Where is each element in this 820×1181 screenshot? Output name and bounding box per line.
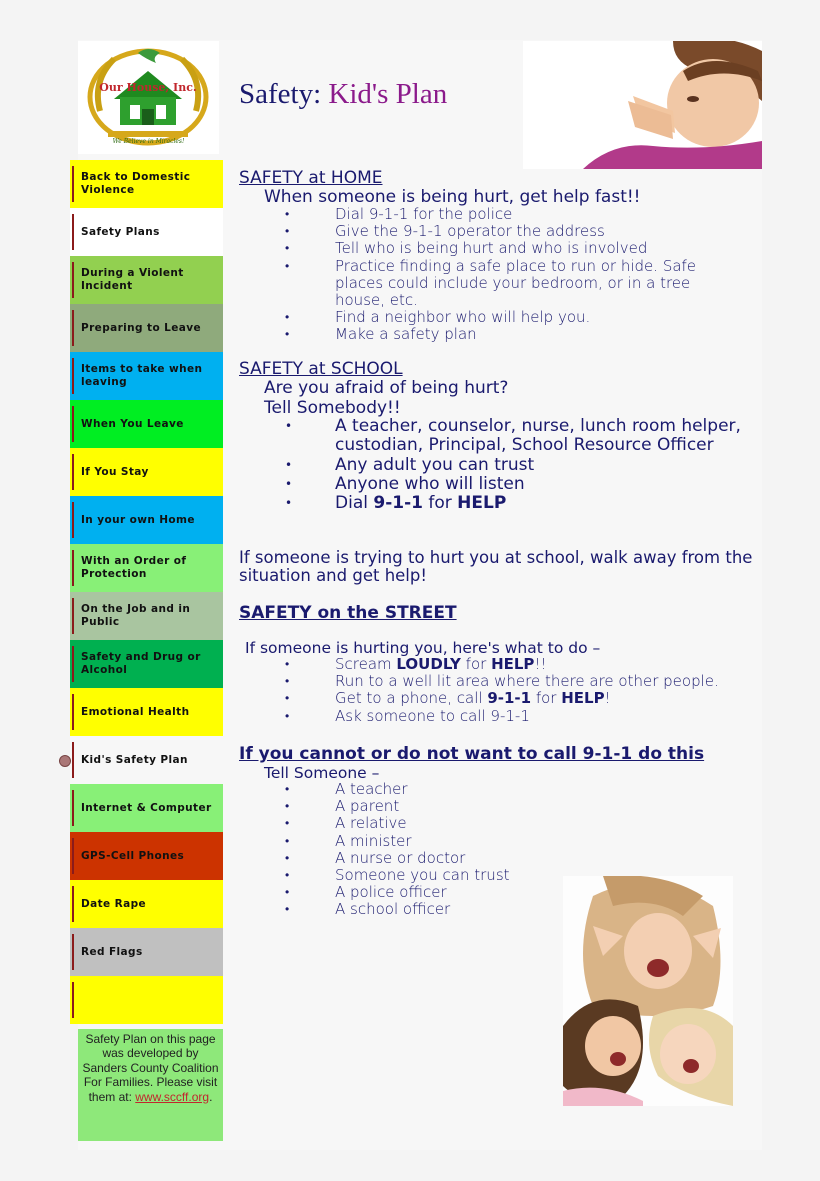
sidebar-item-during-a-violent-incident[interactable]	[70, 256, 223, 304]
tell-list	[285, 781, 585, 919]
home-item: • Practice finding a safe place to run or hide. Safe places could include your bedroom, or in a tree house, etc.	[285, 258, 725, 310]
heading-tell: If you cannot or do not want to call 9-1-1 do this	[239, 744, 705, 764]
heading-home: SAFETY at HOME	[239, 168, 383, 188]
sidebar-item-label: Internet & Computer	[81, 801, 212, 814]
home-item: • Dial 9-1-1 for the police	[285, 206, 725, 223]
school-item: • Anyone who will listen	[285, 475, 765, 494]
sidebar-item-label: Date Rape	[81, 897, 147, 910]
street-item-phone: • Get to a phone, call 9-1-1 for HELP!	[285, 690, 755, 707]
credit-after: .	[209, 1089, 213, 1104]
logo[interactable]	[78, 41, 219, 154]
heading-street: SAFETY on the STREET	[239, 603, 457, 623]
tell-item: • A police officer	[285, 884, 585, 901]
school-line-1: Are you afraid of being hurt?	[264, 378, 509, 398]
home-item: • Tell who is being hurt and who is involved	[285, 240, 725, 257]
sidebar-item-label: With an Order of Protection	[81, 555, 187, 580]
tell-intro: Tell Someone –	[264, 764, 380, 782]
school-list	[285, 417, 765, 513]
sidebar-item-label: Kid's Safety Plan	[81, 753, 188, 766]
sidebar-item-on-the-job-and-in-public[interactable]	[70, 592, 223, 640]
sidebar-item-date-rape[interactable]	[70, 880, 223, 928]
sidebar-item-label: If You Stay	[81, 465, 149, 478]
tell-item: • A relative	[285, 815, 585, 832]
page-title	[239, 78, 447, 111]
sidebar-item-label: On the Job and in Public	[81, 603, 191, 628]
home-list	[285, 206, 725, 344]
bottom-photo-three-girls	[563, 876, 733, 1106]
sidebar-item-empty[interactable]	[70, 976, 223, 1024]
sidebar-nav	[70, 160, 223, 1024]
sidebar-item-safety-plans[interactable]	[70, 208, 223, 256]
sidebar-item-red-flags[interactable]	[70, 928, 223, 976]
street-item-scream: • Scream LOUDLY for HELP!!	[285, 656, 755, 673]
sidebar-item-label: When You Leave	[81, 417, 184, 430]
tell-item: • Someone you can trust	[285, 867, 585, 884]
street-list	[285, 656, 755, 725]
sidebar-item-when-you-leave[interactable]	[70, 400, 223, 448]
school-item: • A teacher, counselor, nurse, lunch room helper, custodian, Principal, School Resource Officer	[285, 417, 765, 456]
title-accent: Kid's Plan	[328, 78, 448, 110]
sidebar-item-preparing-to-leave[interactable]	[70, 304, 223, 352]
sidebar-item-with-an-order-of-protection[interactable]	[70, 544, 223, 592]
heading-school: SAFETY at SCHOOL	[239, 359, 403, 379]
street-phone-help: HELP	[561, 689, 605, 708]
sidebar-item-label: GPS-Cell Phones	[81, 849, 185, 862]
sidebar-item-gps-cell-phones[interactable]	[70, 832, 223, 880]
sidebar-item-label: During a Violent Incident	[81, 267, 184, 292]
tell-item: • A nurse or doctor	[285, 850, 585, 867]
sidebar-item-label: Emotional Health	[81, 705, 190, 718]
sidebar-item-label: Red Flags	[81, 945, 143, 958]
sidebar-item-in-your-own-home[interactable]	[70, 496, 223, 544]
credit-text: Safety Plan on this page was developed by Sanders County Coalition For Families. Please visit them at:	[82, 1032, 219, 1104]
sidebar-item-label: Back to Domestic Violence	[81, 171, 191, 196]
header-photo-praying-child	[523, 41, 762, 169]
tell-item: • A teacher	[285, 781, 585, 798]
title-prefix: Safety:	[239, 78, 322, 110]
school-item-dial: • Dial 9-1-1 for HELP	[285, 494, 765, 513]
home-intro: When someone is being hurt, get help fast!!	[264, 187, 641, 207]
current-page-bullet-icon	[59, 755, 71, 767]
sidebar-item-label: Safety Plans	[81, 225, 160, 238]
school-item: • Any adult you can trust	[285, 456, 765, 475]
street-intro: If someone is hurting you, here's what to do –	[245, 639, 601, 657]
sidebar-item-kid-s-safety-plan[interactable]	[70, 736, 223, 784]
sidebar-item-back-to-domestic-violence[interactable]	[70, 160, 223, 208]
sidebar-item-label: Items to take when leaving	[81, 363, 203, 388]
sidebar-item-emotional-health[interactable]	[70, 688, 223, 736]
sidebar-item-if-you-stay[interactable]	[70, 448, 223, 496]
street-help: HELP	[491, 655, 535, 673]
tell-item: • A parent	[285, 798, 585, 815]
sidebar-item-internet-computer[interactable]	[70, 784, 223, 832]
home-item: • Find a neighbor who will help you.	[285, 309, 725, 326]
tell-item: • A school officer	[285, 901, 585, 918]
sidebar-item-label: Preparing to Leave	[81, 321, 201, 334]
school-line-2: Tell Somebody!!	[264, 398, 401, 418]
credit-link[interactable]: www.sccff.org	[135, 1089, 210, 1104]
street-item-run: • Run to a well lit area where there are other people.	[285, 673, 755, 690]
sidebar-item-safety-and-drug-or-alcohol[interactable]	[70, 640, 223, 688]
sidebar-item-items-to-take-when-leaving[interactable]	[70, 352, 223, 400]
home-item: • Give the 9-1-1 operator the address	[285, 223, 725, 240]
logo-tagline: We Believe in Miracles!	[112, 138, 185, 145]
school-walk-away: If someone is trying to hurt you at school, walk away from the situation and get help!	[239, 548, 753, 585]
street-loudly: LOUDLY	[396, 655, 461, 673]
logo-title: Our House, Inc.	[99, 81, 197, 94]
street-item-ask: • Ask someone to call 9-1-1	[285, 708, 755, 725]
credit-box	[78, 1029, 223, 1141]
sidebar-item-label: Safety and Drug or Alcohol	[81, 651, 201, 676]
sidebar-item-label: In your own Home	[81, 513, 195, 526]
tell-item: • A minister	[285, 833, 585, 850]
street-phone-number: 9-1-1	[487, 689, 532, 708]
home-item: • Make a safety plan	[285, 326, 725, 343]
